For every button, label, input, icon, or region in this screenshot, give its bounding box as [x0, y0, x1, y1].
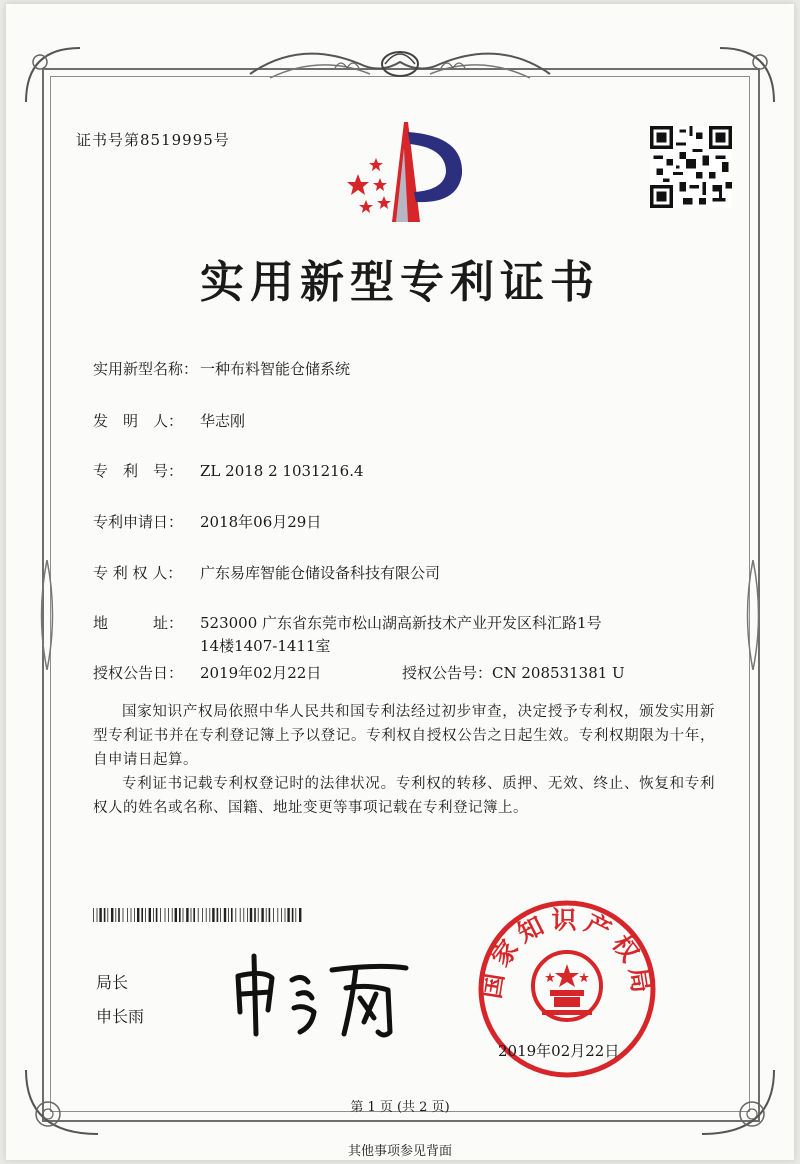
top-ornament — [240, 34, 560, 94]
barcode-bar — [198, 908, 199, 922]
inventor-value: 华志刚 — [200, 412, 246, 430]
patentee-label: 专 利 权 人： — [93, 564, 183, 582]
barcode-bar — [220, 908, 221, 922]
barcode-bar — [231, 908, 233, 922]
barcode-bar — [186, 908, 188, 922]
grant-no-label: 授权公告号： — [402, 664, 493, 682]
barcode-bar — [131, 908, 132, 922]
barcode-bar — [179, 908, 181, 922]
field-patentee — [93, 562, 440, 583]
seal-date: 2019年02月22日 — [498, 1042, 620, 1060]
barcode-bar — [273, 908, 274, 922]
barcode-bar — [118, 908, 120, 922]
barcode-bar — [235, 908, 236, 922]
barcode-bar — [97, 908, 98, 922]
filing-date-value: 2018年06月29日 — [200, 513, 322, 531]
barcode-bar — [269, 908, 271, 922]
filing-date-label: 专利申请日： — [93, 513, 184, 531]
field-inventor — [93, 410, 245, 431]
barcode-bar — [266, 908, 267, 922]
barcode-bar — [123, 908, 124, 922]
page-number: 第 1 页 (共 2 页) — [350, 1100, 450, 1115]
barcode-bar — [137, 908, 139, 922]
certificate-title: 实用新型专利证书 — [200, 257, 600, 308]
barcode-bar — [141, 908, 143, 922]
field-utility-name — [93, 358, 350, 379]
barcode-bar — [240, 908, 241, 922]
barcode-bar — [243, 908, 244, 922]
side-ornament-right — [742, 560, 764, 670]
barcode-bar — [145, 908, 146, 922]
field-patent-no — [93, 460, 364, 481]
grant-date-value: 2019年02月22日 — [200, 664, 322, 682]
field-address — [93, 612, 200, 633]
barcode-bar — [153, 908, 154, 922]
barcode-bar — [250, 908, 252, 922]
barcode-bar — [104, 908, 106, 922]
field-grant-date — [93, 662, 321, 683]
barcode-bar — [212, 908, 214, 922]
patent-no-label: 专 利 号： — [93, 462, 184, 480]
barcode-bar — [206, 908, 207, 922]
utility-name-label: 实用新型名称： — [93, 360, 199, 378]
side-ornament-left — [36, 560, 58, 670]
barcode-bar — [285, 908, 286, 922]
barcode-bar — [287, 908, 289, 922]
barcode-bar — [299, 908, 301, 922]
barcode-bar — [183, 908, 184, 922]
patent-office-logo — [336, 118, 468, 230]
grant-no-value: CN 208531381 U — [492, 664, 625, 682]
paragraph-grant-statement: 国家知识产权局依照中华人民共和国专利法经过初步审查，决定授予专利权，颁发实用新型专利证书并在专利登记簿上予以登记。专利权自授权公告之日起生效。专利权期限为十年，自申请日起算。 — [93, 704, 715, 768]
barcode-bar — [160, 908, 161, 922]
barcode-bar — [292, 908, 294, 922]
barcode-bar — [99, 908, 101, 922]
barcode-bar — [261, 908, 263, 922]
director-signature — [228, 950, 418, 1042]
corner-ornament-top-right — [712, 40, 782, 110]
back-note: 其他事项参见背面 — [347, 1144, 452, 1159]
barcode-bar — [258, 908, 259, 922]
barcode-bar — [191, 908, 192, 922]
barcode-bar — [111, 908, 113, 922]
barcode-bar — [217, 908, 219, 922]
barcode-bar — [202, 908, 203, 922]
certificate-number: 证书号第8519995号 — [76, 131, 230, 149]
patentee-value: 广东易库智能仓储设备科技有限公司 — [200, 564, 441, 582]
barcode-bar — [281, 908, 282, 922]
grant-date-label: 授权公告日： — [93, 664, 184, 682]
barcode — [93, 908, 303, 922]
address-label: 地 址： — [93, 614, 184, 632]
barcode-bar — [115, 908, 116, 922]
barcode-bar — [93, 908, 94, 922]
seal-text: 国家知识产权局 — [476, 905, 658, 1001]
patent-no-value: ZL 2018 2 1031216.4 — [200, 462, 364, 480]
barcode-bar — [209, 908, 210, 922]
address-value: 523000 广东省东莞市松山湖高新技术产业开发区科汇路1号14楼1407-1411室 — [200, 614, 602, 655]
barcode-bar — [149, 908, 151, 922]
paragraph-legal-status: 专利证书记载专利权登记时的法律状况。专利权的转移、质押、无效、终止、恢复和专利权人的姓名或名称、国籍、地址变更等事项记载在专利登记簿上。 — [93, 776, 715, 816]
barcode-bar — [168, 908, 169, 922]
barcode-bar — [107, 908, 108, 922]
barcode-bar — [127, 908, 128, 922]
barcode-bar — [247, 908, 248, 922]
barcode-bar — [277, 908, 278, 922]
barcode-bar — [193, 908, 195, 922]
barcode-bar — [175, 908, 177, 922]
barcode-bar — [165, 908, 166, 922]
director-name: 申长雨 — [96, 1007, 145, 1026]
corner-ornament-top-left — [18, 40, 88, 110]
national-emblem-icon — [533, 952, 601, 1020]
qr-code — [650, 126, 732, 208]
barcode-bar — [224, 908, 226, 922]
barcode-bar — [295, 908, 296, 922]
utility-name-value: 一种布料智能仓储系统 — [200, 360, 351, 378]
barcode-bar — [254, 908, 256, 922]
inventor-label: 发 明 人： — [93, 412, 184, 430]
field-filing-date — [93, 511, 321, 532]
barcode-bar — [228, 908, 229, 922]
barcode-bar — [172, 908, 173, 922]
director-title: 局长 — [96, 973, 129, 992]
field-grant-no — [402, 662, 625, 683]
barcode-bar — [156, 908, 158, 922]
barcode-bar — [134, 908, 135, 922]
